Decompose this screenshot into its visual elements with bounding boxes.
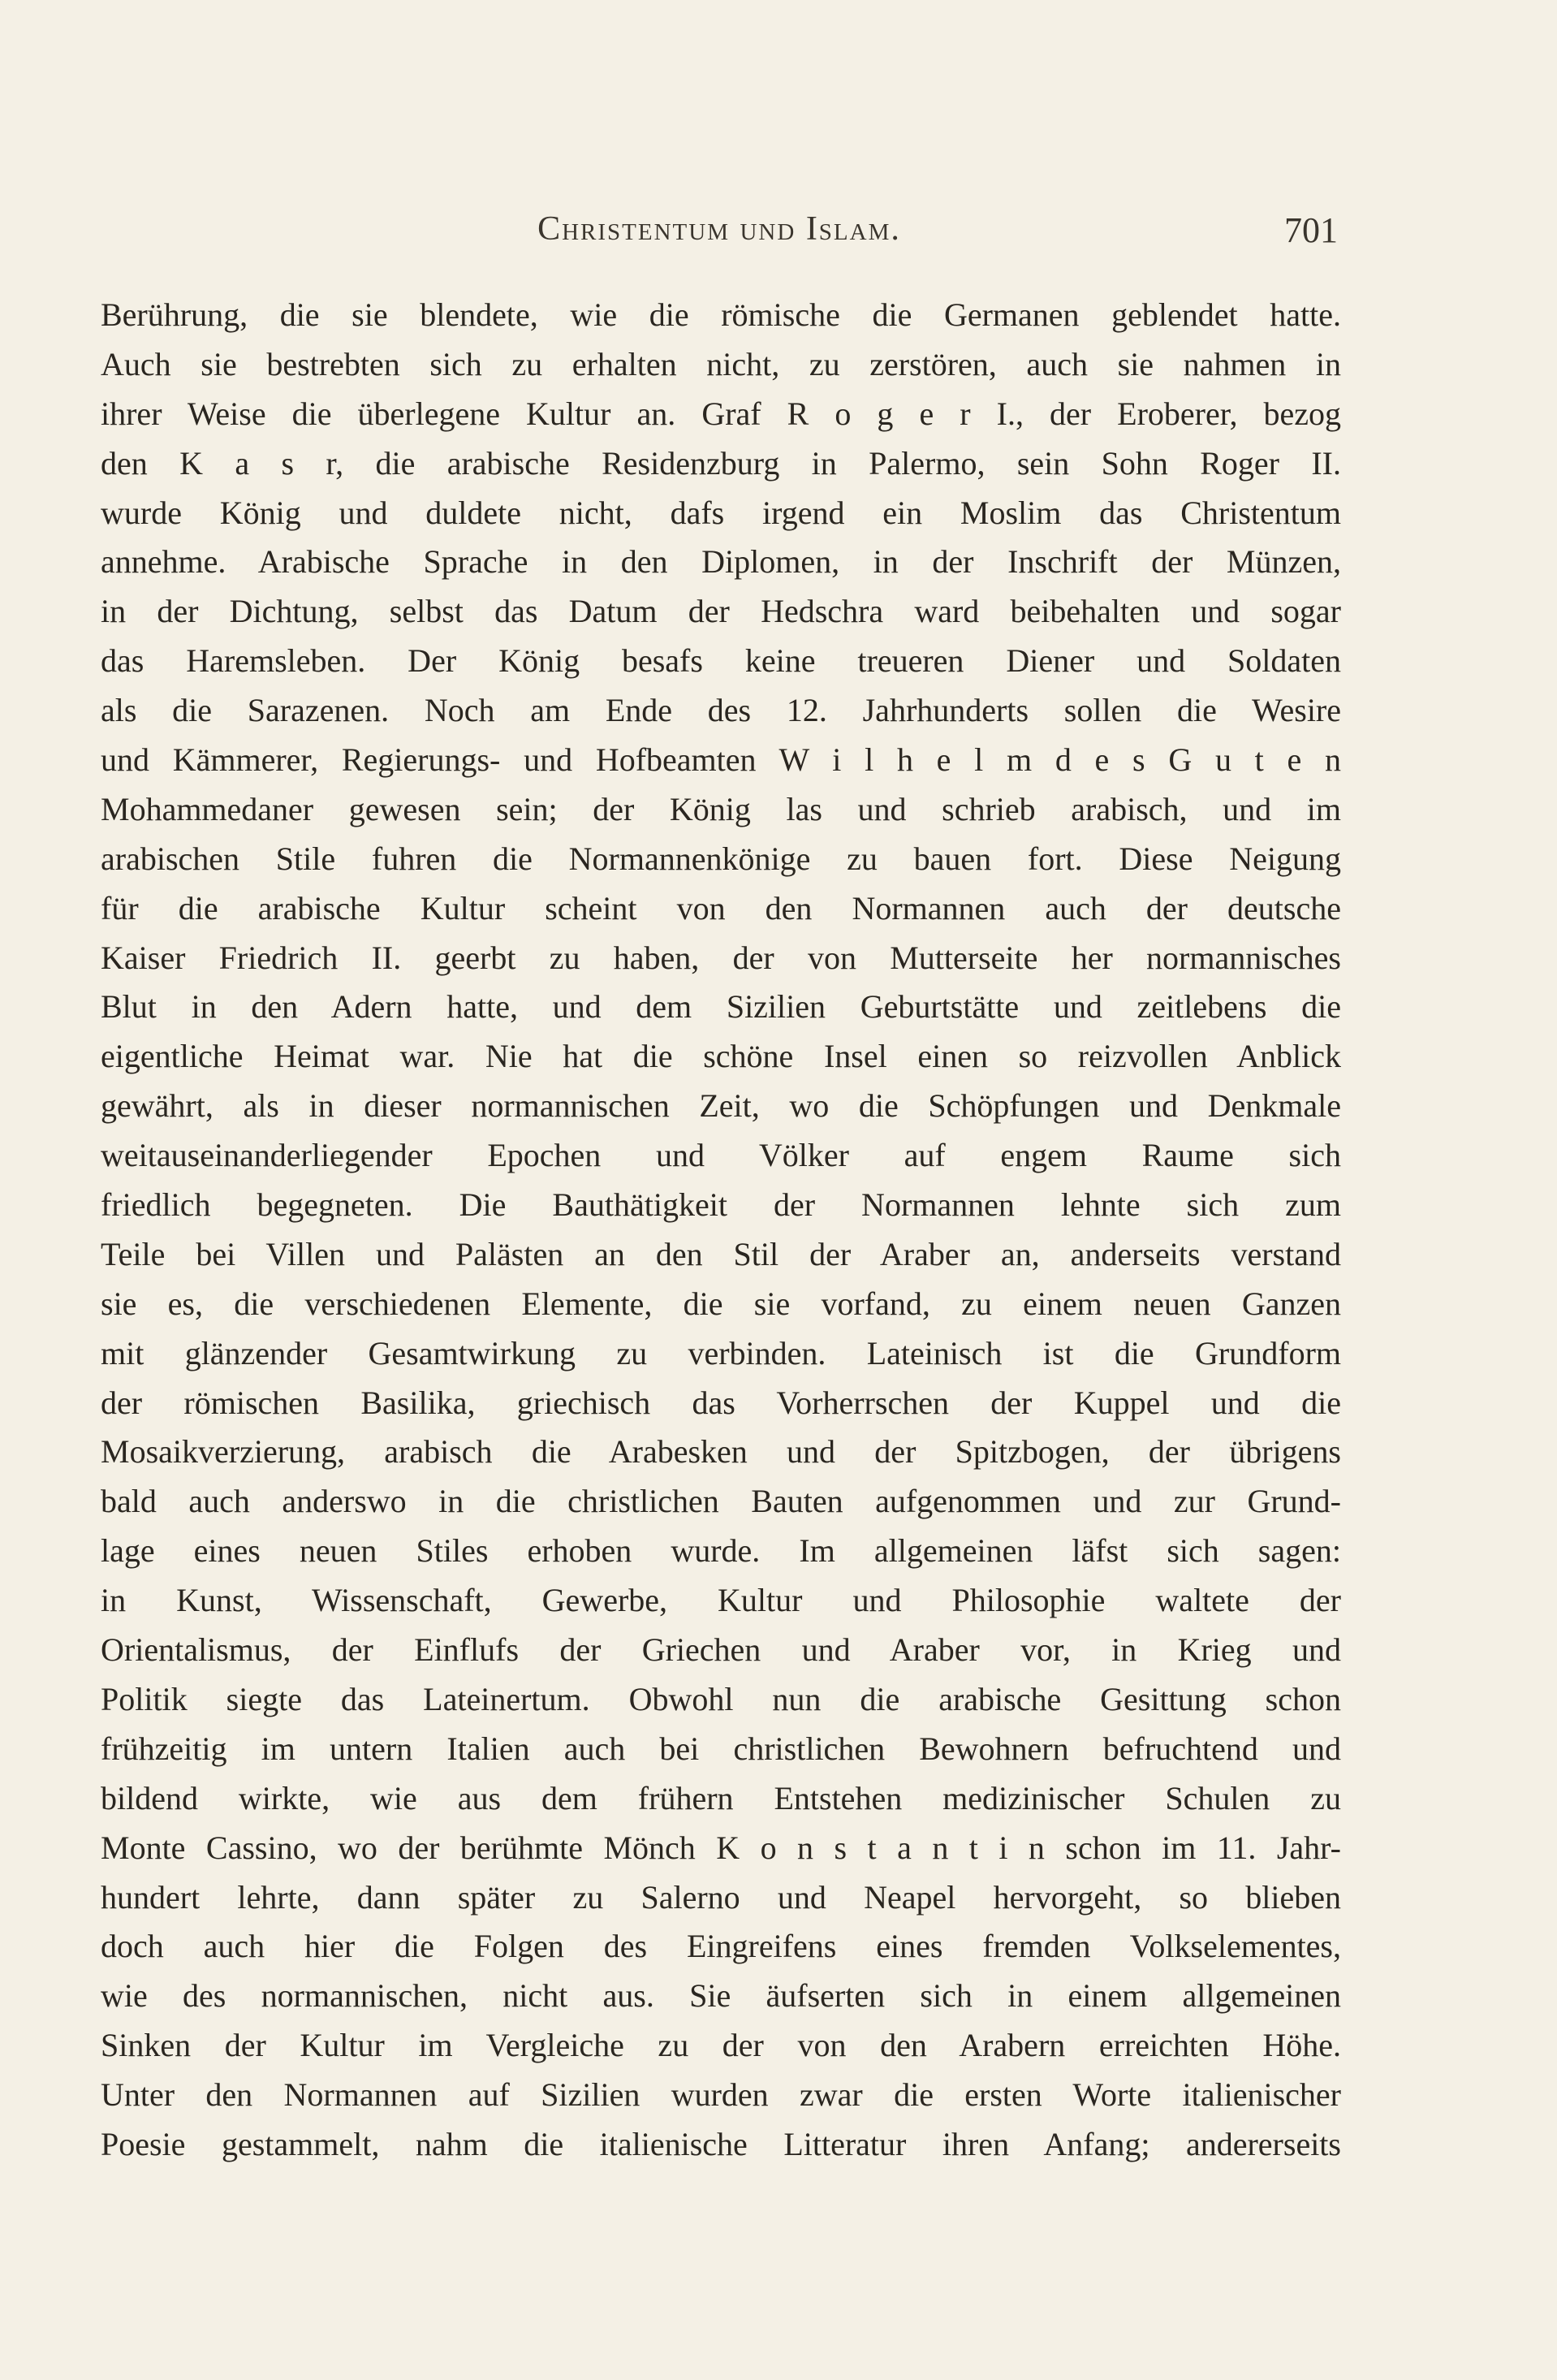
text-line: Blut in den Adern hatte, und dem Sizilien Geburtstätte und zeitlebens die [101, 988, 1341, 1026]
text-line: sie es, die verschiedenen Elemente, die sie vorfand, zu einem neuen Ganzen [101, 1285, 1341, 1322]
text-line: wurde König und duldete nicht, dafs irgend ein Moslim das Christentum [101, 494, 1341, 531]
text-line: wie des normannischen, nicht aus. Sie äufserten sich in einem allgemeinen [101, 1977, 1341, 2015]
text-line: eigentliche Heimat war. Nie hat die schöne Insel einen so reizvollen Anblick [101, 1038, 1341, 1075]
text-line: Mosaikverzierung, arabisch die Arabesken und der Spitzbogen, der übrigens [101, 1433, 1341, 1471]
text-line: Unter den Normannen auf Sizilien wurden zwar die ersten Worte italienischer [101, 2076, 1341, 2114]
text-line: Mohammedaner gewesen sein; der König las und schrieb arabisch, und im [101, 790, 1341, 827]
text-line: weitauseinanderliegender Epochen und Völker auf engem Raume sich [101, 1137, 1341, 1174]
body-text [101, 291, 1341, 2170]
text-line: der römischen Basilika, griechisch das Vorherrschen der Kuppel und die [101, 1384, 1341, 1421]
text-line: als die Sarazenen. Noch am Ende des 12. Jahrhunderts sollen die Wesire [101, 692, 1341, 729]
text-line: doch auch hier die Folgen des Eingreifens eines fremden Volkselementes, [101, 1928, 1341, 1965]
text-line: den K a s r, die arabische Residenzburg in Palermo, sein Sohn Roger II. [101, 444, 1341, 482]
text-line: ihrer Weise die überlegene Kultur an. Graf R o g e r I., der Eroberer, bezog [101, 395, 1341, 432]
text-line: lage eines neuen Stiles erhoben wurde. Im allgemeinen läfst sich sagen: [101, 1532, 1341, 1570]
text-line: in Kunst, Wissenschaft, Gewerbe, Kultur und Philosophie waltete der [101, 1582, 1341, 1619]
page-header [101, 209, 1338, 258]
text-line: Berührung, die sie blendete, wie die römische die Germanen geblendet hatte. [101, 296, 1341, 333]
text-line: arabischen Stile fuhren die Normannenkönige zu bauen fort. Diese Neigung [101, 840, 1341, 877]
text-line: mit glänzender Gesamtwirkung zu verbinden. Lateinisch ist die Grundform [101, 1334, 1341, 1371]
running-head: Christentum und Islam. [537, 210, 901, 248]
text-line: Kaiser Friedrich II. geerbt zu haben, der von Mutterseite her normannisches [101, 939, 1341, 976]
text-line: Auch sie bestrebten sich zu erhalten nicht, zu zerstören, auch sie nahmen in [101, 345, 1341, 382]
text-line: friedlich begegneten. Die Bauthätigkeit der Normannen lehnte sich zum [101, 1186, 1341, 1224]
text-line: Politik siegte das Lateinertum. Obwohl nun die arabische Gesittung schon [101, 1680, 1341, 1717]
text-line: das Haremsleben. Der König besafs keine treueren Diener und Soldaten [101, 642, 1341, 680]
text-line: bildend wirkte, wie aus dem frühern Entstehen medizinischer Schulen zu [101, 1779, 1341, 1816]
text-line: für die arabische Kultur scheint von den Normannen auch der deutsche [101, 889, 1341, 927]
text-line: in der Dichtung, selbst das Datum der Hedschra ward beibehalten und sogar [101, 593, 1341, 630]
text-line: und Kämmerer, Regierungs- und Hofbeamten W i l h e l m d e s G u t e n [101, 741, 1341, 779]
text-line: bald auch anderswo in die christlichen Bauten aufgenommen und zur Grund- [101, 1483, 1341, 1520]
text-line: hundert lehrte, dann später zu Salerno und Neapel hervorgeht, so blieben [101, 1878, 1341, 1916]
text-line: gewährt, als in dieser normannischen Zeit, wo die Schöpfungen und Denkmale [101, 1087, 1341, 1125]
text-line: Sinken der Kultur im Vergleiche zu der von den Arabern erreichten Höhe. [101, 2027, 1341, 2064]
text-line: Teile bei Villen und Palästen an den Stil der Araber an, anderseits verstand [101, 1235, 1341, 1272]
text-line: Monte Cassino, wo der berühmte Mönch K o n s t a n t i n schon im 11. Jahr- [101, 1829, 1341, 1866]
page-number: 701 [1284, 210, 1338, 250]
text-line: Orientalismus, der Einflufs der Griechen und Araber vor, in Krieg und [101, 1631, 1341, 1669]
text-line: annehme. Arabische Sprache in den Diplomen, in der Inschrift der Münzen, [101, 543, 1341, 581]
text-line: frühzeitig im untern Italien auch bei christlichen Bewohnern befruchtend und [101, 1730, 1341, 1767]
text-line: Poesie gestammelt, nahm die italienische Litteratur ihren Anfang; andererseits [101, 2125, 1341, 2162]
